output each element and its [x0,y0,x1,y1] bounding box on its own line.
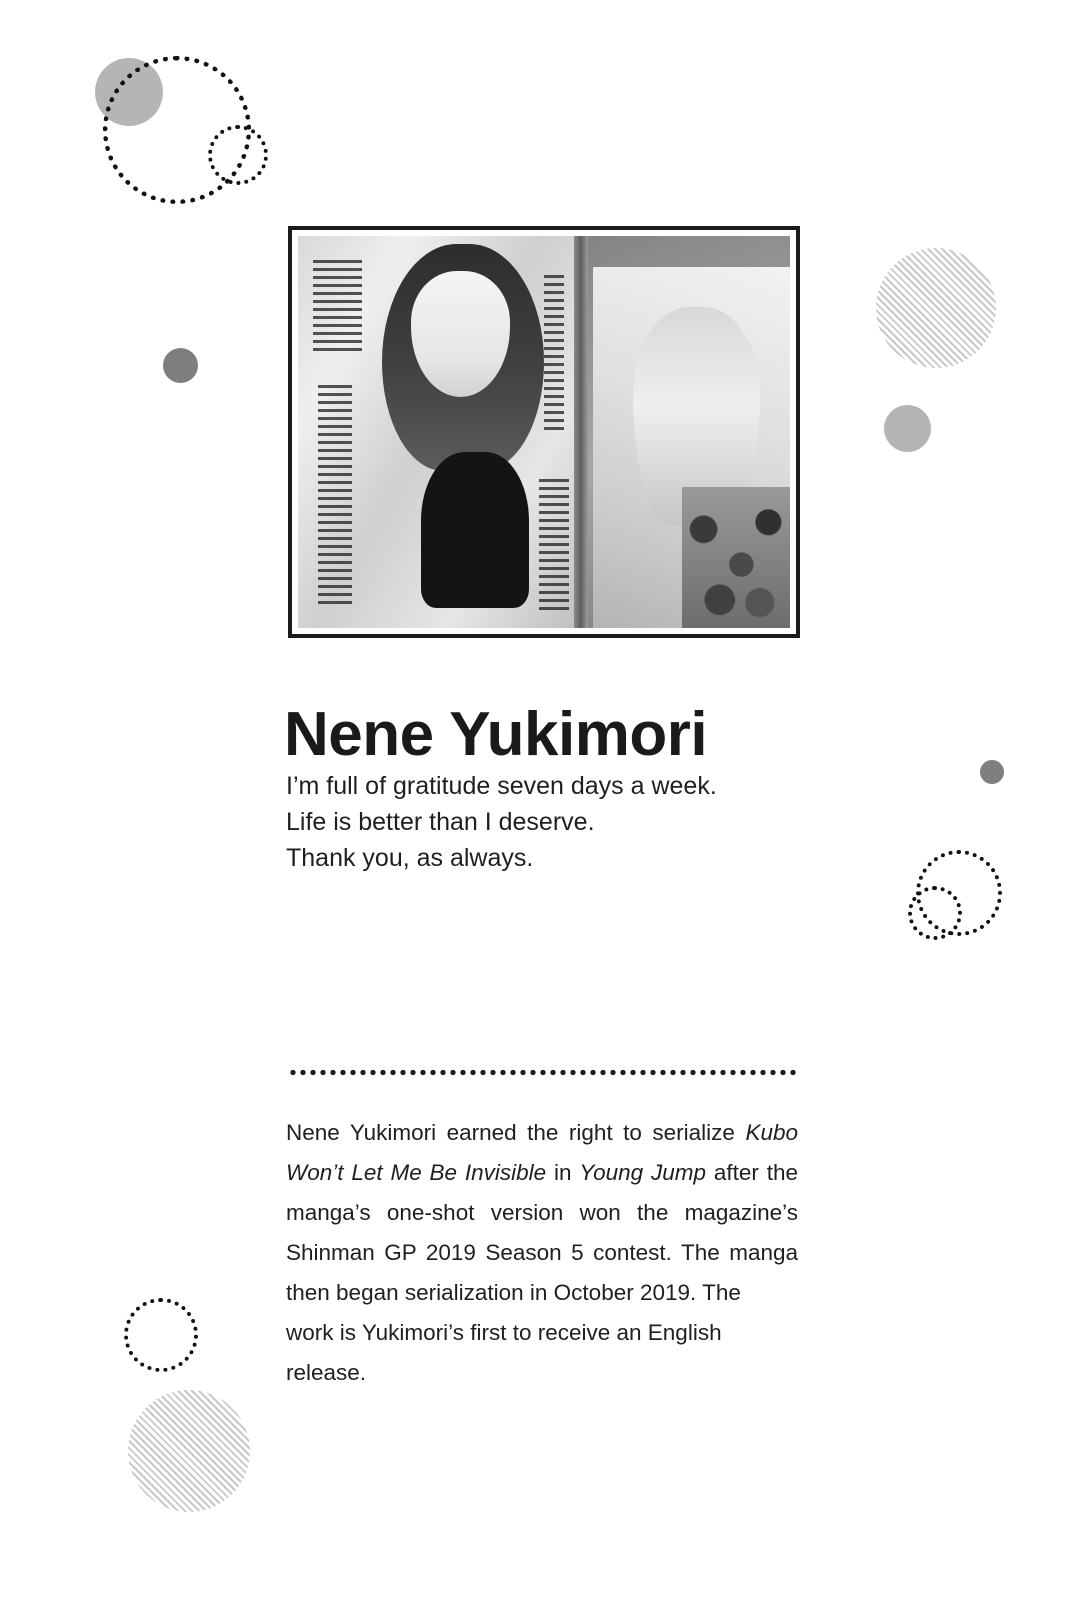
flower-bouquet [682,487,790,628]
plush-doll [421,452,529,609]
biography-last-line: work is Yukimori’s first to receive an English release. [286,1320,722,1385]
author-photo [298,236,790,628]
top-right-hatched-circle [876,248,996,368]
right-small-dotted-circle [908,886,962,940]
cover-text-block-left [318,385,352,605]
cover-text-block-top [544,275,564,432]
bottom-left-hatched-circle [128,1390,250,1512]
bio-segment-3: after the manga’s one-shot version won the magazine’s Shinman GP 2019 Season 5 contest. The manga then began serialization in October 2019. The [286,1160,798,1305]
biography-paragraph [286,1113,798,1313]
author-biography [286,1113,798,1393]
quote-line-3: Thank you, as always. [286,844,534,872]
bio-segment-1: Nene Yukimori earned the right to serialize [286,1120,746,1145]
bio-title-young-jump: Young Jump [579,1160,707,1185]
bio-title-kubo: Kubo Won’t Let Me Be Invisible [286,1120,798,1185]
bottom-left-dotted-circle [124,1298,198,1372]
quote-line-1: I’m full of gratitude seven days a week. [286,772,717,800]
cover-text-block-bottom [539,479,569,612]
left-small-solid-dot [163,348,198,383]
top-right-solid-circle [884,405,931,452]
dotted-divider [288,1070,800,1075]
right-small-solid-dot [980,760,1004,784]
quote-line-2: Life is better than I deserve. [286,808,595,836]
page-title: Nene Yukimori [284,699,708,769]
bio-segment-2: in [546,1160,580,1185]
author-photo-frame [288,226,800,638]
author-quote [286,768,846,876]
top-left-small-dotted-circle [208,125,268,185]
cover-text-block-corner [313,260,362,354]
magazine-spine [574,236,589,628]
